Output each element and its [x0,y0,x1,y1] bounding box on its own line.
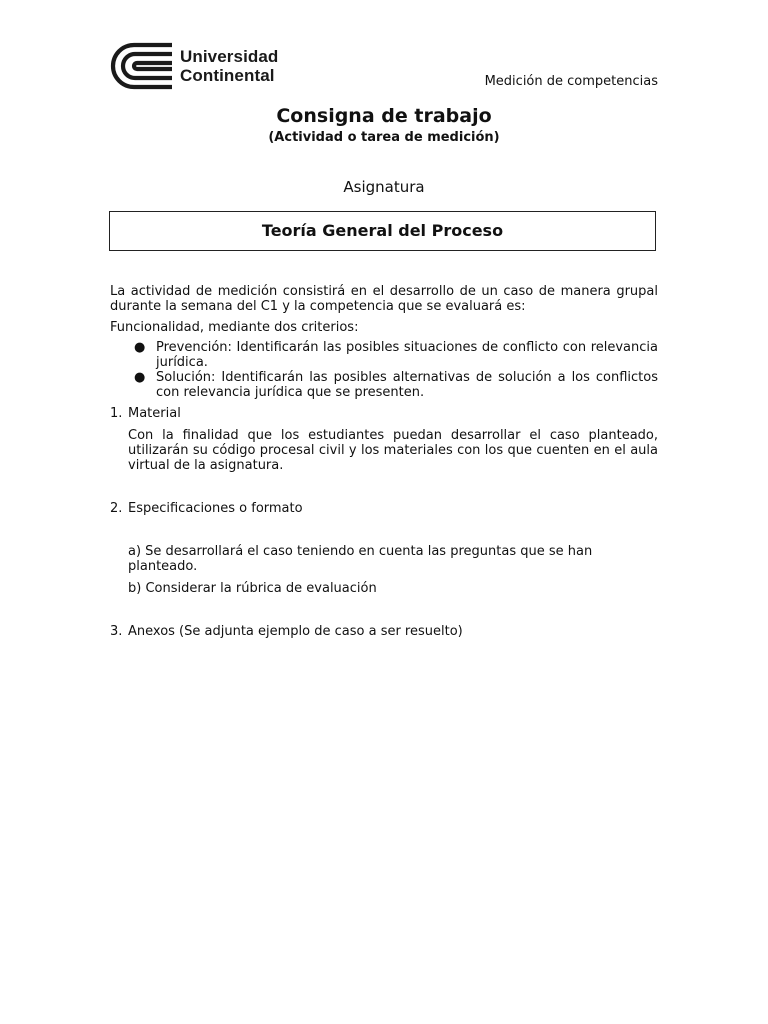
section-number: 3. [110,624,123,639]
specification-item: a) Se desarrollará el caso teniendo en cuenta las preguntas que se han planteado. [128,544,593,574]
section-annexes [110,624,658,639]
section-heading: Especificaciones o formato [128,501,303,516]
bullet-icon: ● [134,370,146,385]
logo-wordmark [180,47,278,85]
functionality-paragraph: Funcionalidad, mediante dos criterios: [110,320,359,335]
section-material [110,406,658,421]
list-item [110,370,658,400]
logo-line-2: Continental [180,66,275,85]
criterion-text: Solución: Identificarán las posibles alternativas de solución a los conflictos con relevancia jurídica que se presenten. [156,370,658,400]
bullet-icon: ● [134,340,146,355]
list-item [110,340,658,370]
specification-item: b) Considerar la rúbrica de evaluación [128,581,377,596]
university-logo [108,42,278,90]
section-heading: Anexos (Se adjunta ejemplo de caso a ser resuelto) [128,624,463,639]
subject-name: Teoría General del Proceso [261,221,504,240]
criterion-text: Prevención: Identificarán las posibles situaciones de conflicto con relevancia jurídica. [156,340,658,370]
section-number: 2. [110,501,123,516]
page-title: Consigna de trabajo [276,105,492,127]
header-label: Medición de competencias [484,74,658,89]
section-heading: Material [128,406,181,421]
university-continental-emblem-icon [108,42,174,90]
subject-label: Asignatura [343,178,425,196]
section-specifications [110,501,658,516]
logo-line-1: Universidad [180,47,279,66]
intro-paragraph: La actividad de medición consistirá en el desarrollo de un caso de manera grupal durante la semana del C1 y la competencia que se evaluará es: [110,284,658,314]
criteria-list [110,340,658,400]
subject-box [109,211,656,251]
section-number: 1. [110,406,123,421]
page-subtitle: (Actividad o tarea de medición) [268,130,500,145]
material-paragraph: Con la finalidad que los estudiantes puedan desarrollar el caso planteado, utilizarán su código procesal civil y los materiales con los que cuenten en el aula virtual de la asignatura. [128,428,658,473]
document-body [110,284,658,639]
